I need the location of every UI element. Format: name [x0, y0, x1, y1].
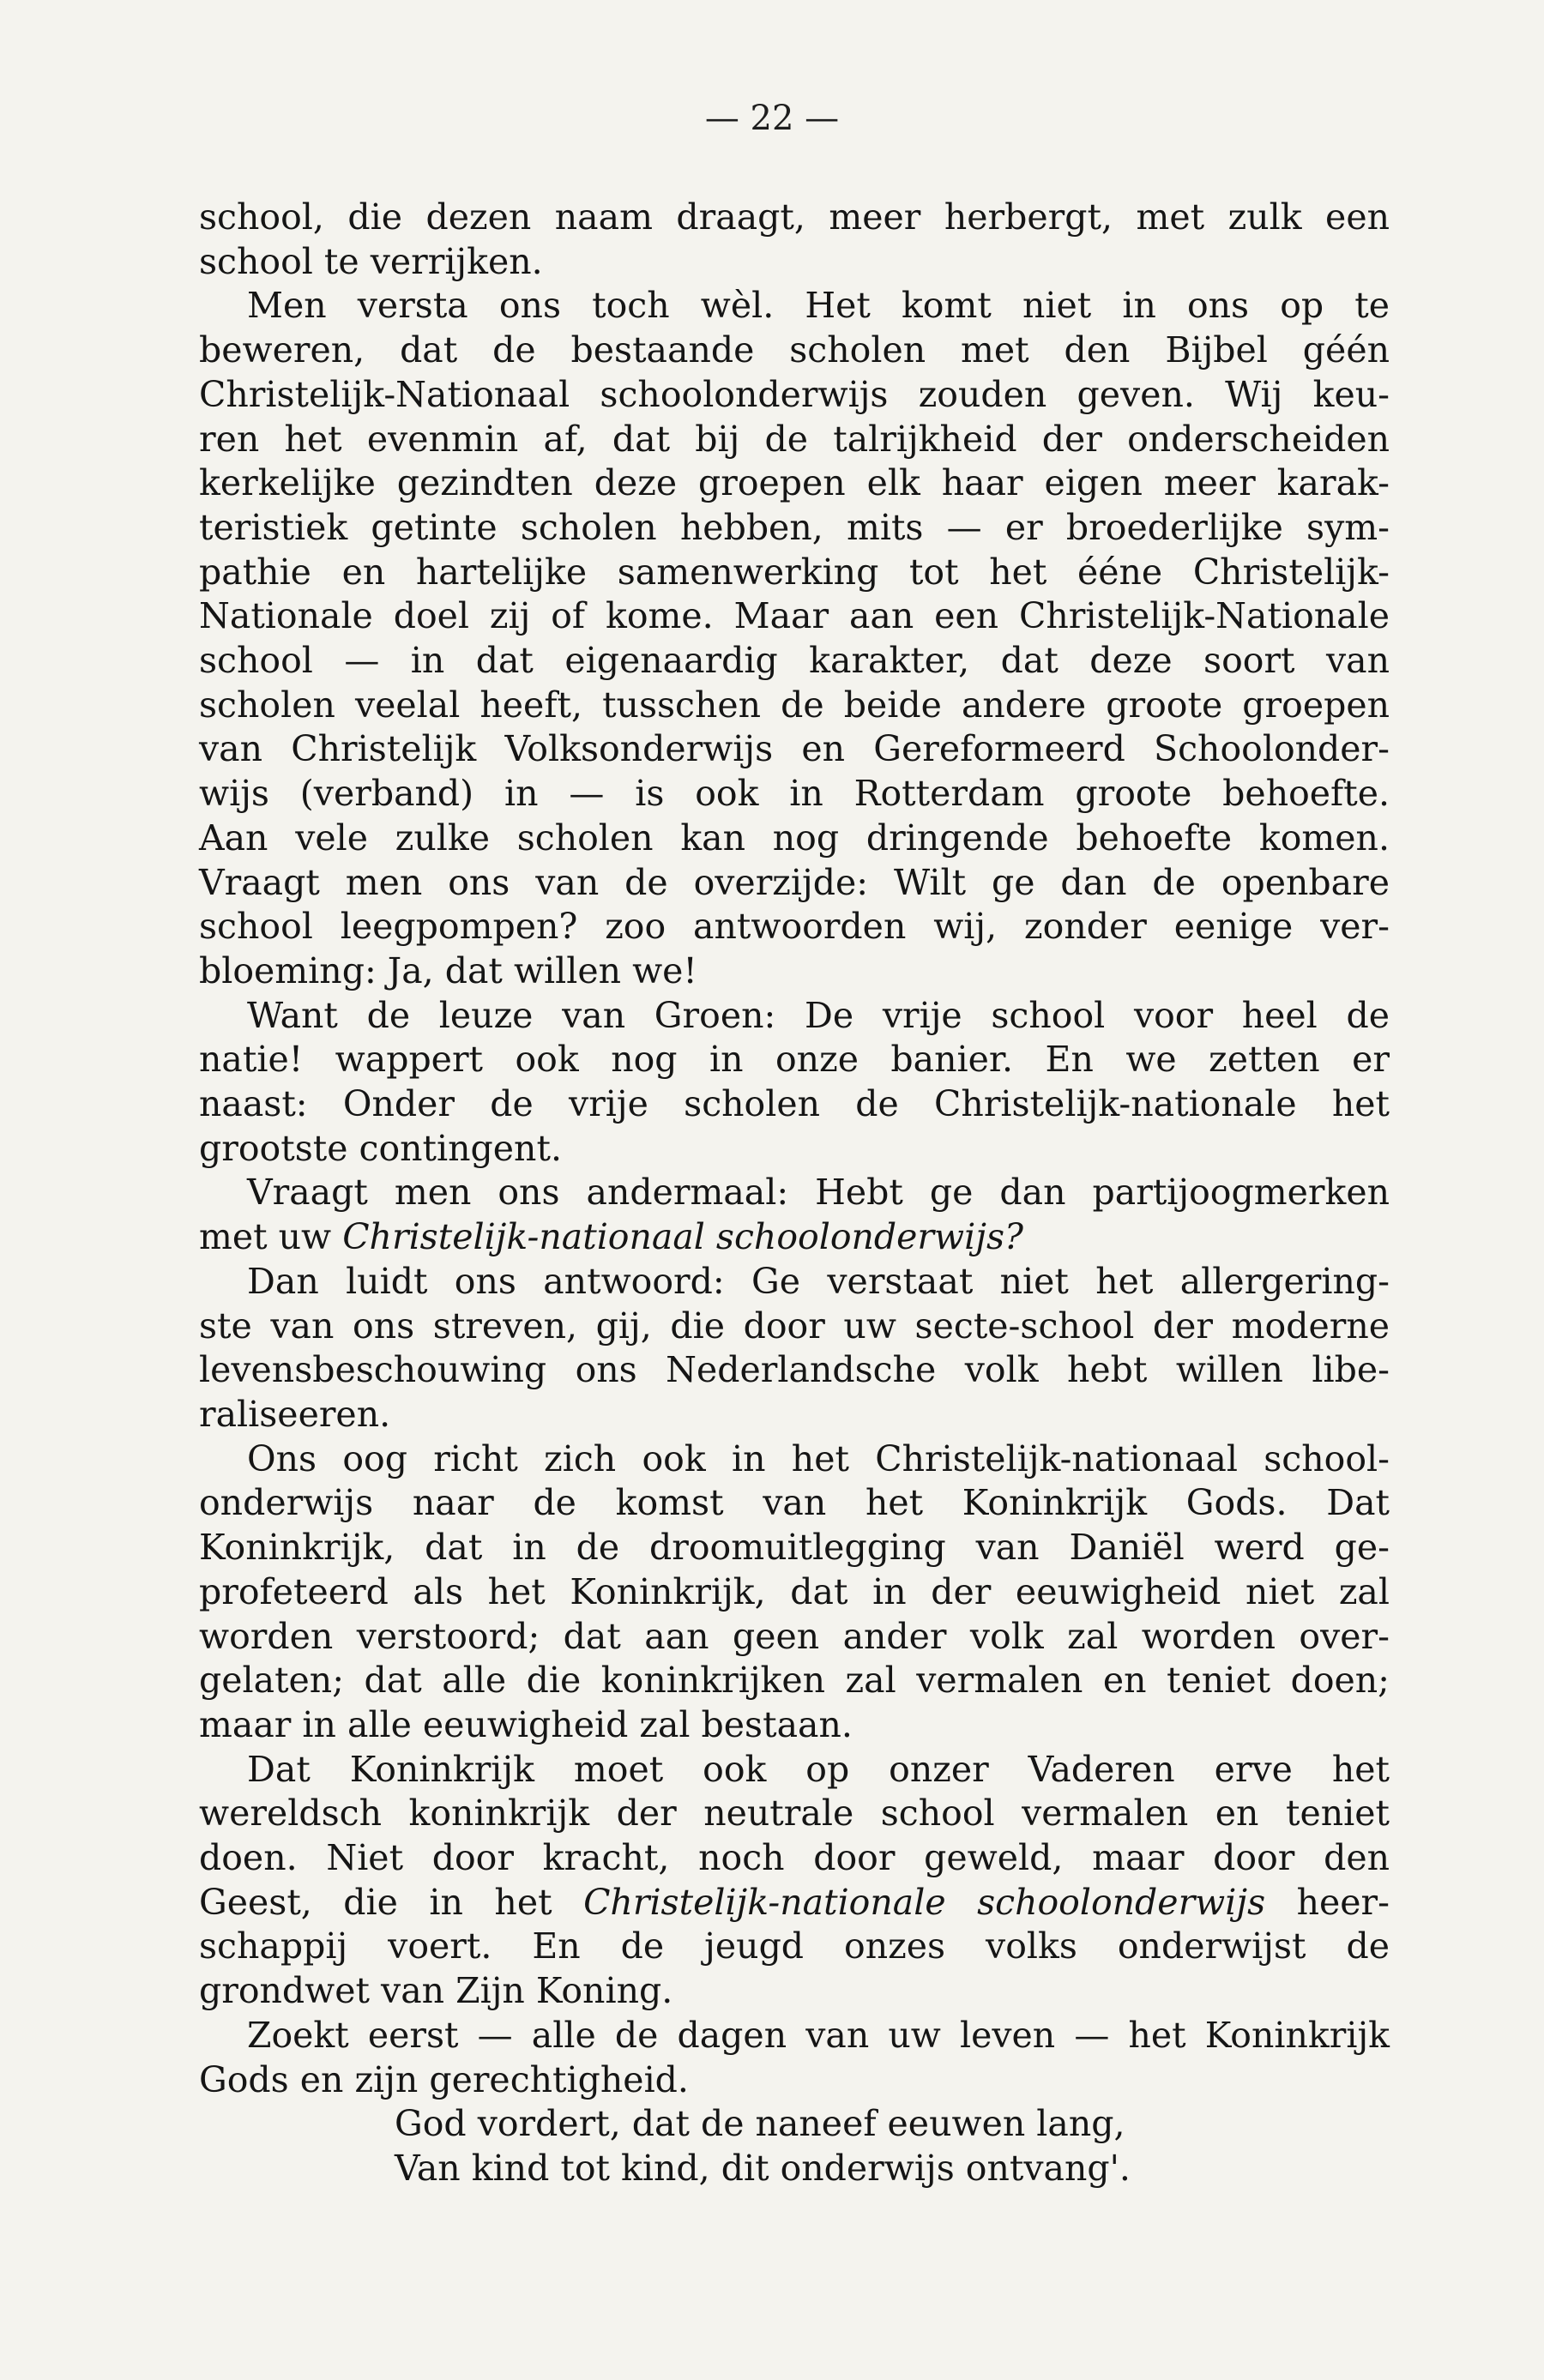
- verse-line: Van kind tot kind, dit onderwijs ontvang'.: [395, 2147, 1131, 2189]
- text-line: maar in alle eeuwigheid zal bestaan.: [199, 1703, 853, 1745]
- text-line: Dan luidt ons antwoord: Ge verstaat niet het allergering-: [247, 1260, 1390, 1302]
- text-line: worden verstoord; dat aan geen ander volk zal worden over-: [199, 1615, 1390, 1657]
- text-line: Aan vele zulke scholen kan nog dringende behoefte komen.: [199, 816, 1390, 859]
- text-line: school, die dezen naam draagt, meer herbergt, met zulk een: [199, 196, 1390, 238]
- text-line: Zoekt eerst — alle de dagen van uw leven — het Koninkrijk: [247, 2014, 1390, 2056]
- text-line: pathie en hartelijke samenwerking tot het ééne Christelijk-: [199, 551, 1390, 593]
- text-line: onderwijs naar de komst van het Koninkrijk Gods. Dat: [199, 1482, 1390, 1524]
- text-line: teristiek getinte scholen hebben, mits — er broederlijke sym-: [199, 506, 1390, 548]
- text-line: Men versta ons toch wèl. Het komt niet in ons op te: [247, 285, 1390, 327]
- text-line: Gods en zijn gerechtigheid.: [199, 2058, 689, 2100]
- text-line: kerkelijke gezindten deze groepen elk haar eigen meer karak-: [199, 462, 1390, 504]
- italic-phrase: Christelijk-nationaal schoolonderwijs?: [342, 1216, 1023, 1258]
- text-line: Vraagt men ons andermaal: Hebt ge dan partijoogmerken: [247, 1172, 1390, 1214]
- text-line: scholen veelal heeft, tusschen de beide andere groote groepen: [199, 684, 1390, 726]
- text-line: naast: Onder de vrije scholen de Christelijk-nationale het: [199, 1083, 1390, 1125]
- text-line: school leegpompen? zoo antwoorden wij, zonder eenige ver-: [199, 906, 1390, 948]
- text-line: Nationale doel zij of kome. Maar aan een Christelijk-Nationale: [199, 595, 1390, 637]
- body-text: [199, 196, 1390, 2191]
- text-line: grootste contingent.: [199, 1127, 562, 1169]
- text-line: wijs (verband) in — is ook in Rotterdam groote behoefte.: [199, 773, 1390, 815]
- text-line: beweren, dat de bestaande scholen met den Bijbel géén: [199, 329, 1390, 371]
- text-line: Dat Koninkrijk moet ook op onzer Vaderen erve het: [247, 1748, 1390, 1790]
- text-line: school — in dat eigenaardig karakter, dat deze soort van: [199, 640, 1390, 682]
- text-fragment: met uw: [199, 1216, 343, 1258]
- text-line: [199, 1881, 1390, 1925]
- text-line: gelaten; dat alle die koninkrijken zal vermalen en teniet doen;: [199, 1660, 1390, 1702]
- text-line: Want de leuze van Groen: De vrije school voor heel de: [247, 994, 1390, 1036]
- text-line: schappij voert. En de jeugd onzes volks onderwijst de: [199, 1925, 1390, 1967]
- text-line: ste van ons streven, gij, die door uw secte-school der moderne: [199, 1304, 1390, 1347]
- text-line: Vraagt men ons van de overzijde: Wilt ge dan de openbare: [199, 861, 1390, 903]
- text-line: natie! wappert ook nog in onze banier. En we zetten er: [199, 1039, 1390, 1081]
- text-line: wereldsch koninkrijk der neutrale school vermalen en teniet: [199, 1793, 1390, 1835]
- text-fragment: Geest, die in het: [199, 1881, 584, 1923]
- text-line: ren het evenmin af, dat bij de talrijkheid der onderscheiden: [199, 418, 1390, 460]
- text-line: doen. Niet door kracht, noch door geweld, maar door den: [199, 1837, 1390, 1879]
- text-line: grondwet van Zijn Koning.: [199, 1970, 673, 2012]
- text-line: [199, 1215, 1390, 1260]
- text-line: raliseeren.: [199, 1393, 391, 1435]
- text-line: levensbeschouwing ons Nederlandsche volk hebt willen libe-: [199, 1349, 1390, 1391]
- text-line: Christelijk-Nationaal schoolonderwijs zouden geven. Wij keu-: [199, 373, 1390, 415]
- text-line: Ons oog richt zich ook in het Christelijk-nationaal school-: [247, 1437, 1390, 1479]
- text-line: van Christelijk Volksonderwijs en Gereformeerd Schoolonder-: [199, 728, 1390, 770]
- text-line: school te verrijken.: [199, 240, 543, 282]
- text-line: Koninkrijk, dat in de droomuitlegging van Daniël werd ge-: [199, 1527, 1390, 1569]
- page-number: — 22 —: [704, 99, 840, 138]
- text-fragment: heer-: [1265, 1881, 1390, 1923]
- verse-line: God vordert, dat de naneef eeuwen lang,: [395, 2103, 1125, 2145]
- text-line: profeteerd als het Koninkrijk, dat in der eeuwigheid niet zal: [199, 1570, 1390, 1612]
- italic-phrase: Christelijk-nationale schoolonderwijs: [583, 1881, 1266, 1923]
- text-line: bloeming: Ja, dat willen we!: [199, 949, 697, 991]
